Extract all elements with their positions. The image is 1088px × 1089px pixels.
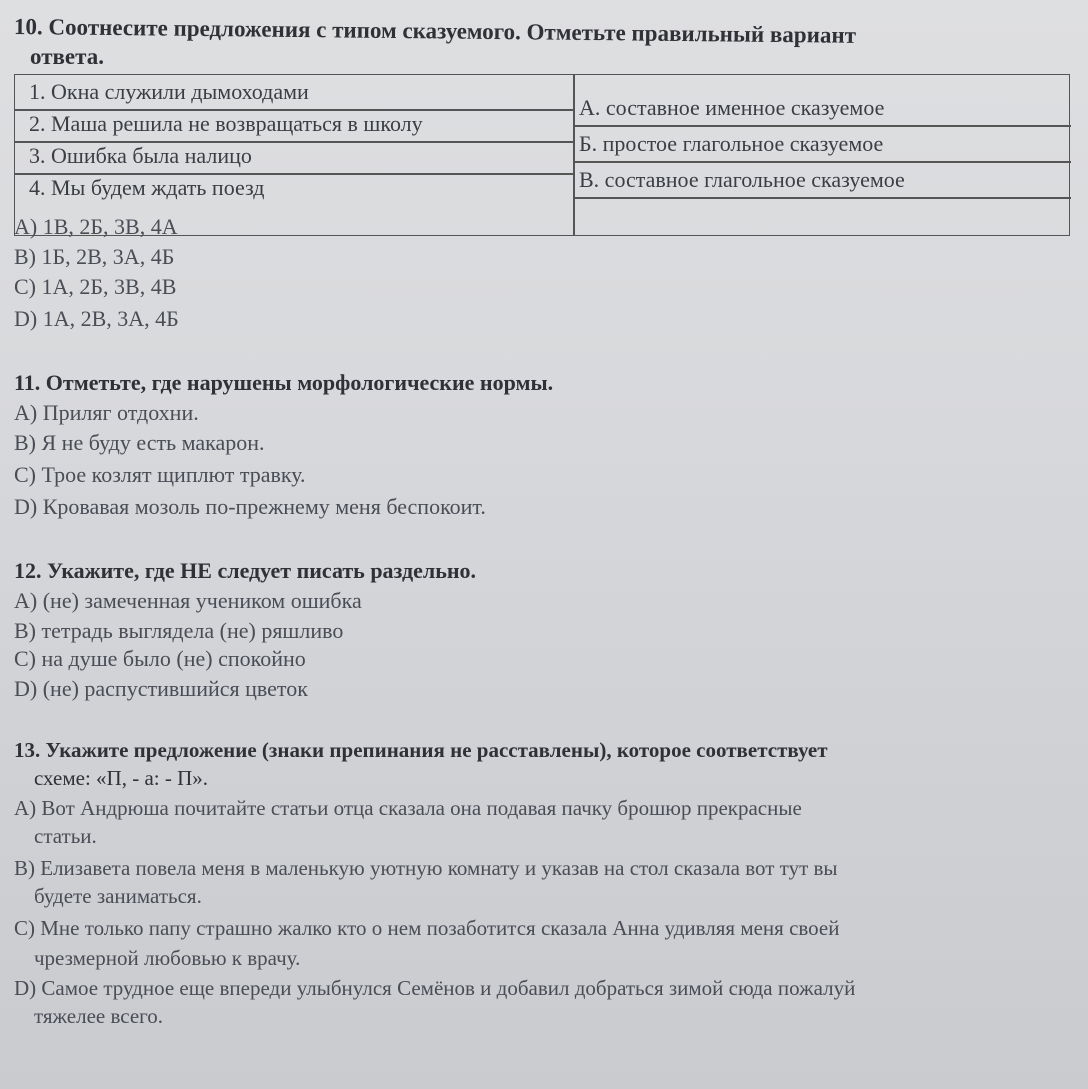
table-row-divider	[573, 125, 1071, 127]
q10-option-a[interactable]: A) 1В, 2Б, 3В, 4А	[14, 214, 178, 239]
q10-option-d[interactable]: D) 1А, 2В, 3А, 4Б	[14, 306, 179, 331]
q12-title: 12. Укажите, где НЕ следует писать раздельно.	[14, 558, 477, 583]
table-right-cell: А. составное именное сказуемое	[579, 95, 885, 120]
matching-table	[14, 74, 1070, 236]
q10-title-line1: 10. Соотнесите предложения с типом сказуемого. Отметьте правильный вариант	[13, 14, 857, 48]
q13-option-b-cont: будете заниматься.	[34, 884, 202, 908]
q11-option-b[interactable]: B) Я не буду есть макарон.	[14, 430, 265, 455]
q13-option-c-cont: чрезмерной любовью к врачу.	[34, 946, 301, 970]
table-left-cell: 1. Окна служили дымоходами	[29, 79, 309, 104]
q11-option-d[interactable]: D) Кровавая мозоль по-прежнему меня беспокоит.	[14, 494, 486, 519]
q11-title: 11. Отметьте, где нарушены морфологические нормы.	[14, 370, 554, 395]
q13-option-a-cont: статьи.	[34, 824, 97, 848]
table-left-cell: 3. Ошибка была налицо	[29, 143, 252, 168]
table-right-cell: В. составное глагольное сказуемое	[579, 167, 905, 192]
q13-title-line1: 13. Укажите предложение (знаки препинания не расставлены), которое соответствует	[14, 738, 828, 762]
table-row-divider	[573, 197, 1071, 199]
q11-option-c[interactable]: C) Трое козлят щиплют травку.	[14, 462, 306, 487]
q10-option-b[interactable]: B) 1Б, 2В, 3А, 4Б	[14, 244, 175, 269]
q13-option-c[interactable]: C) Мне только папу страшно жалко кто о нем позаботится сказала Анна удивляя меня своей	[14, 916, 840, 940]
q13-option-d[interactable]: D) Самое трудное еще впереди улыбнулся Семёнов и добавил добраться зимой сюда пожалуй	[14, 976, 856, 1000]
table-left-cell: 2. Маша решила не возвращаться в школу	[29, 111, 423, 136]
table-left-cell: 4. Мы будем ждать поезд	[29, 175, 265, 200]
q12-option-a[interactable]: A) (не) замеченная учеником ошибка	[14, 588, 362, 613]
q13-option-a[interactable]: A) Вот Андрюша почитайте статьи отца сказала она подавая пачку брошюр прекрасные	[14, 796, 802, 820]
q11-option-a[interactable]: A) Приляг отдохни.	[14, 400, 199, 425]
q13-option-d-cont: тяжелее всего.	[34, 1004, 164, 1028]
table-row-divider	[573, 161, 1071, 163]
q12-option-b[interactable]: B) тетрадь выглядела (не) ряшливо	[14, 618, 344, 643]
q12-option-d[interactable]: D) (не) распустившийся цветок	[14, 676, 308, 701]
q10-title-line2: ответа.	[30, 44, 104, 69]
q13-title-line2: схеме: «П, - а: - П».	[34, 766, 209, 790]
q10-option-c[interactable]: C) 1А, 2Б, 3В, 4В	[14, 274, 177, 299]
q13-option-b[interactable]: B) Елизавета повела меня в маленькую уютную комнату и указав на стол сказала вот тут вы	[14, 856, 838, 880]
q12-option-c[interactable]: C) на душе было (не) спокойно	[14, 646, 306, 671]
table-right-cell: Б. простое глагольное сказуемое	[579, 131, 884, 156]
